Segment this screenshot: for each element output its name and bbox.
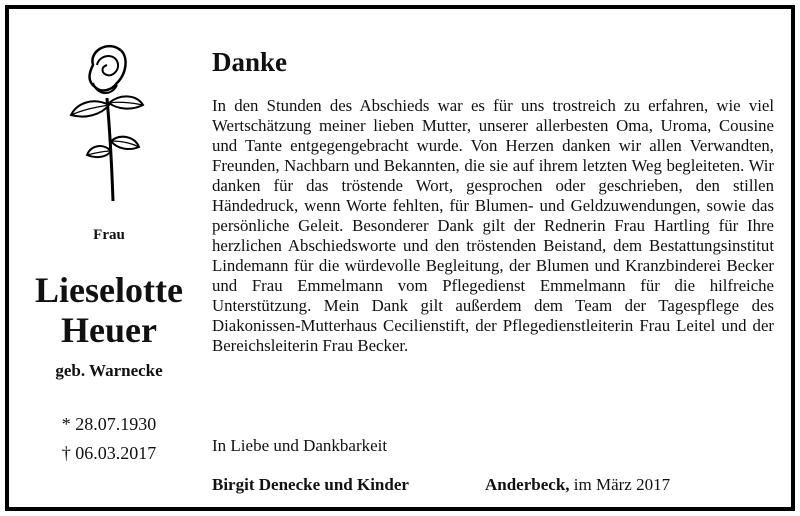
- first-name: Lieselotte: [35, 270, 183, 310]
- birth-date: * 28.07.1930: [61, 414, 157, 434]
- rose-icon: [67, 43, 147, 203]
- notice-date: im März 2017: [573, 475, 671, 494]
- birth-name: geb. Warnecke: [55, 361, 163, 380]
- notice-body-text: In den Stunden des Abschieds war es für uns trostreich zu erfahren, wie viel Wertschätzung meiner lieben Mutter, unserer allerbesten Oma, Uroma, Cousine und Tante entgegengebracht wurde. Von Herzen danken wir allen Verwandten, Freunden, Nachbarn und Bekannten, die sie auf ihrem letzten Weg begleiteten. Wir danken für das tröstende Wort, gesprochen oder geschrieben, den stillen Händedruck, wenn Worte fehlten, für Blumen- und Geldzuwendungen, sowie das persönliche Geleit. Besonderer Dank gilt der Rednerin Frau Hartling für Ihre herzlichen Abschiedsworte und den tröstenden Beistand, dem Bestattungsinstitut Lindemann für die würdevolle Begleitung, der Blumen und Kranzbinderei Becker und Frau Emmelmann vom Pflegedienst Emmelmann für die hilfreiche Unterstützung. Mein Dank gilt außerdem dem Team der Tagespflege des Diakonissen-Mutterhaus Cecilienstift, der Pflegedienstleiterin Frau Leitel und der Bereichsleiterin Frau Becker.: [212, 96, 774, 355]
- left-panel: [9, 9, 209, 507]
- obituary-notice: [5, 5, 795, 511]
- salutation: Frau: [93, 227, 125, 243]
- notice-title: Danke: [212, 47, 288, 77]
- place-date: [485, 475, 670, 495]
- death-date: † 06.03.2017: [61, 443, 157, 463]
- place: Anderbeck,: [485, 475, 570, 494]
- signer-name: Birgit Denecke und Kinder: [212, 475, 409, 494]
- closing-line: In Liebe und Dankbarkeit: [212, 436, 388, 455]
- last-name: Heuer: [61, 310, 157, 350]
